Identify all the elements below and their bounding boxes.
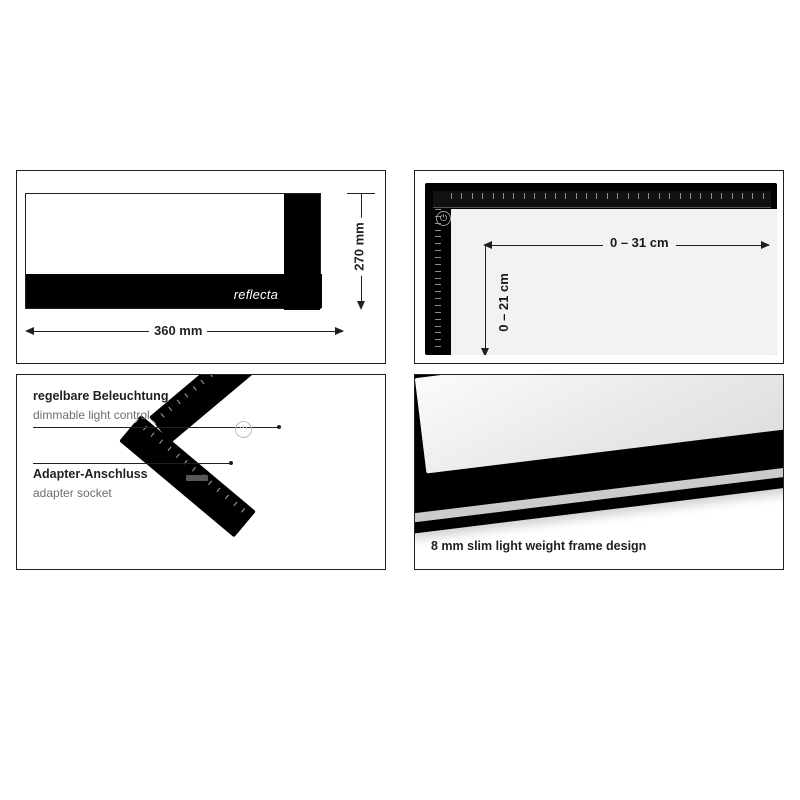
callout-2-label-de: Adapter-Anschluss [33,467,148,481]
lightpad-outline-illustration [25,193,321,309]
panel-outer-dimensions [16,170,386,364]
working-width-label: 0 – 31 cm [603,235,676,250]
callout-2-underline [33,463,161,464]
working-height-arrow-down-icon [481,348,489,355]
working-height-label: 0 – 21 cm [496,266,511,339]
brand-logo: reflecta [233,287,278,302]
lightpad-edge-highlight [414,461,784,522]
callout-1-leader-dot [277,425,281,429]
height-arrow-down-icon [357,301,365,310]
vertical-ruler-scale [435,209,449,353]
height-dimension-label: 270 mm [352,217,367,275]
width-arrow-left-icon [25,327,34,335]
adapter-socket[interactable] [186,475,208,481]
callout-1-label-de: regelbare Beleuchtung [33,389,169,403]
power-button-icon[interactable]: ⏻ [235,421,252,438]
lightpad-top-view [425,183,777,355]
width-arrow-right-icon [335,327,344,335]
panel-working-area [414,170,784,364]
callout-2-leader-line [161,463,231,464]
width-dimension-label: 360 mm [149,323,207,338]
horizontal-ruler-scale [451,193,773,207]
lightpad-perspective-view [414,374,784,534]
callout-2-leader-dot [229,461,233,465]
callout-1-underline [33,427,183,428]
callout-2-label-en: adapter socket [33,486,112,500]
slim-frame-caption: 8 mm slim light weight frame design [431,539,647,553]
lightpad-corner-illustration [141,397,386,570]
lightpad-surface [415,374,784,473]
working-width-arrow-right-icon [761,241,770,249]
power-button-icon[interactable]: ⏻ [436,211,451,226]
height-dimension-tick-top [347,193,375,194]
callout-1-leader-line [183,427,279,428]
lightpad-frame-bottom [26,274,322,308]
panel-feature-callouts [16,374,386,570]
panel-slim-frame [414,374,784,570]
callout-1-label-en: dimmable light control [33,408,150,422]
brand-logo: reflecta [697,530,750,555]
working-height-line [485,245,486,355]
